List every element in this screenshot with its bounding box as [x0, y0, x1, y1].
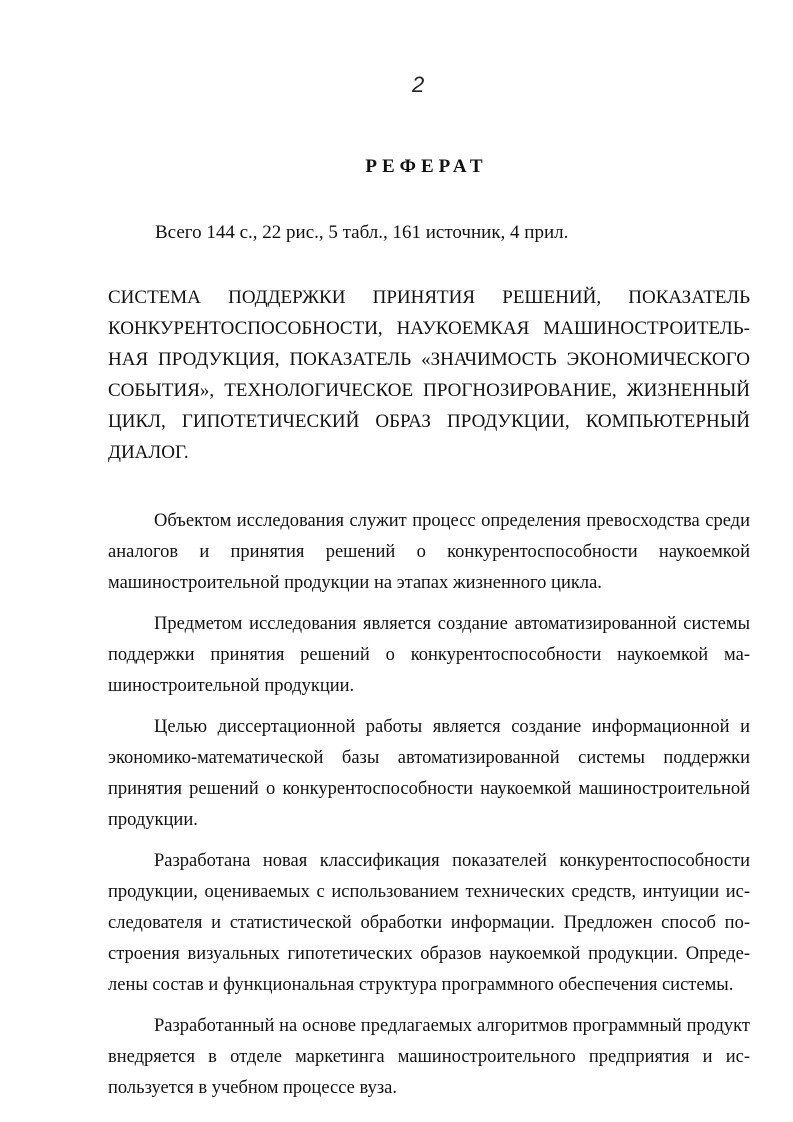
- summary-line: Всего 144 с., 22 рис., 5 табл., 161 источник, 4 прил.: [155, 222, 569, 243]
- abstract-body: [108, 506, 750, 1114]
- paragraph-subject: Предметом исследования является создание автоматизированной системы поддержки принятия решений о конкурентоспособности наукоемкой машиностроительной продукции.: [108, 614, 750, 696]
- paragraph-implementation: Разработанный на основе предлагаемых алгоритмов программный продукт внедряется в отделе маркетинга машиностроительного предприятия и используется в учебном процессе вуза.: [108, 1016, 750, 1098]
- page-title: РЕФЕРАТ: [365, 156, 488, 177]
- keywords-block: СИСТЕМА ПОДДЕРЖКИ ПРИНЯТИЯ РЕШЕНИЙ, ПОКАЗАТЕЛЬ КОНКУРЕНТОСПОСОБНОСТИ, НАУКОЕМКАЯ МАШИНОСТРОИТЕЛЬНАЯ ПРОДУКЦИЯ, ПОКАЗАТЕЛЬ «ЗНАЧИМОСТЬ ЭКОНОМИЧЕСКОГО СОБЫТИЯ», ТЕХНОЛОГИЧЕСКОЕ ПРОГНОЗИРОВАНИЕ, ЖИЗНЕННЫЙ ЦИКЛ, ГИПОТЕТИЧЕСКИЙ ОБРАЗ ПРОДУКЦИИ, КОМПЬЮТЕРНЫЙ ДИАЛОГ.: [108, 287, 750, 463]
- paragraph-results: Разработана новая классификация показателей конкурентоспособности продукции, оцениваемых с использованием технических средств, интуиции исследователя и статистической обработки информации. Предложен способ построения визуальных гипотетических образов наукоемкой продукции. Определены состав и функциональная структура программного обеспечения системы.: [108, 851, 750, 995]
- page-number: 2: [412, 72, 425, 97]
- paragraph-object: Объектом исследования служит процесс определения превосходства среди аналогов и принятия решений о конкурентоспособности наукоемкой машиностроительной продукции на этапах жизненного цикла.: [108, 511, 750, 593]
- paragraph-goal: Целью диссертационной работы является создание информационной и экономико-математической базы автоматизированной системы поддержки принятия решений о конкурентоспособности наукоемкой машиностроительной продукции.: [108, 717, 750, 830]
